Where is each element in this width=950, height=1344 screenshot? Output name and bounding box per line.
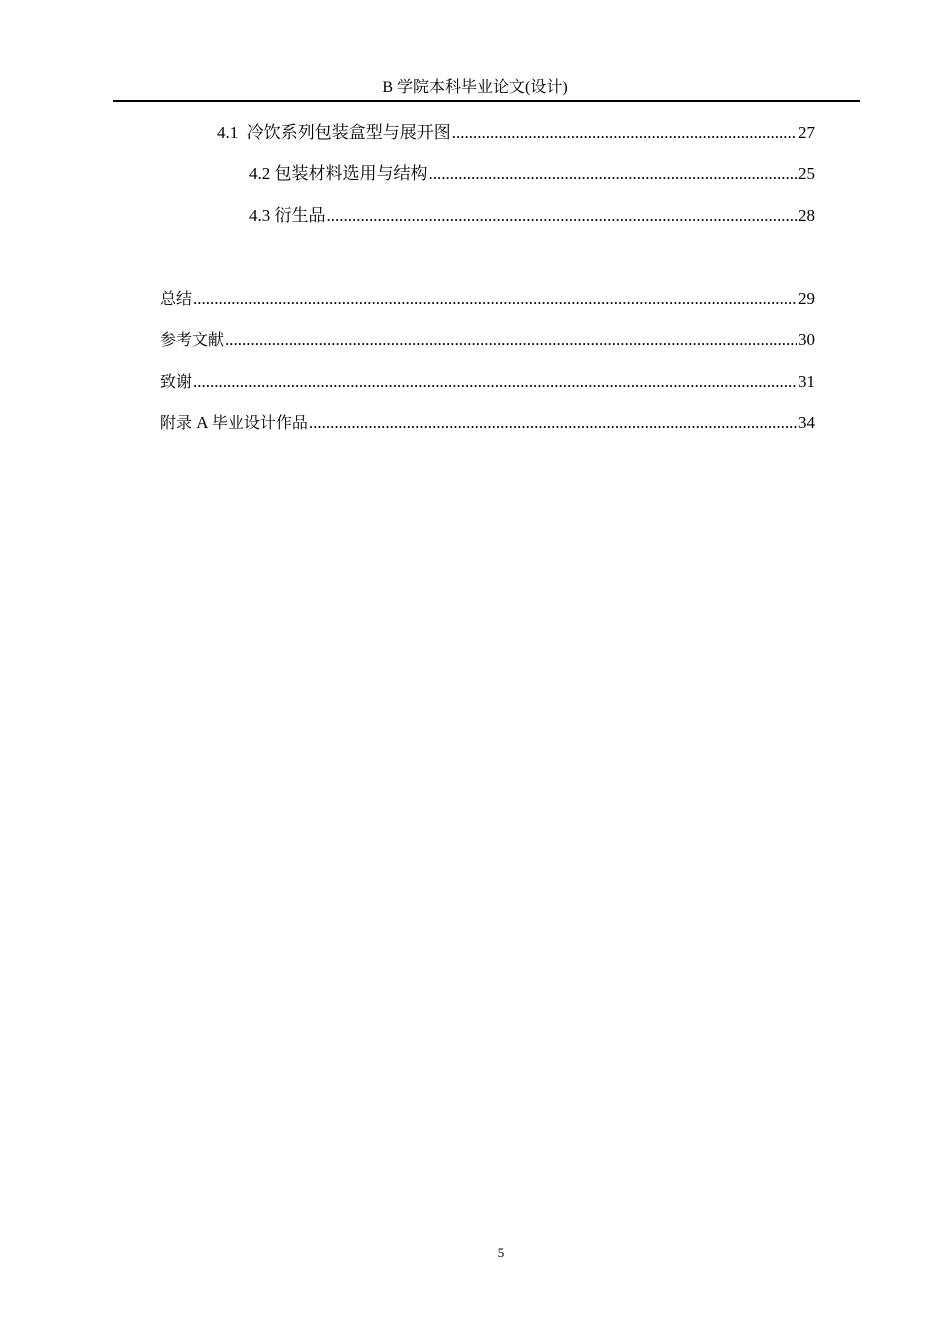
toc-entry-page: 28: [798, 206, 815, 225]
toc-entry-label: 4.3 衍生品: [249, 206, 326, 225]
toc-dot-leader: [452, 122, 797, 144]
toc-entry-label: 4.1 冷饮系列包装盒型与展开图: [217, 123, 451, 142]
toc-dot-leader: [429, 163, 798, 185]
toc-label-prefix: 附录: [160, 413, 193, 432]
toc-entry-4-1[interactable]: [217, 122, 815, 144]
toc-entry-label: 总结: [160, 289, 193, 308]
page-header-title: B 学院本科毕业论文(设计): [382, 79, 568, 96]
toc-dot-leader: [193, 288, 797, 310]
toc-dot-leader: [327, 205, 798, 227]
header-divider: [113, 100, 860, 102]
toc-entry-page: 31: [798, 372, 815, 391]
toc-entry-page: 34: [798, 413, 815, 432]
toc-label-latin: A: [192, 413, 212, 432]
toc-dot-leader: [309, 412, 797, 434]
toc-dot-leader: [225, 329, 797, 351]
page-number: 5: [497, 1245, 505, 1260]
toc-entry-4-2[interactable]: [249, 163, 815, 185]
toc-entry-label: 致谢: [160, 372, 193, 391]
toc-entry-acknowledgements[interactable]: [160, 371, 815, 393]
toc-entry-references[interactable]: [160, 329, 815, 351]
toc-dot-leader: [193, 371, 797, 393]
toc-entry-4-3[interactable]: [249, 205, 815, 227]
toc-entry-label: 参考文献: [160, 330, 225, 349]
toc-entry-summary[interactable]: [160, 288, 815, 310]
toc-entry-label: [160, 412, 308, 434]
toc-entry-page: 27: [798, 123, 815, 142]
toc-label-suffix: 毕业设计作品: [211, 413, 308, 432]
toc-entry-page: 29: [798, 289, 815, 308]
toc-entry-label: 4.2 包装材料选用与结构: [249, 164, 428, 183]
toc-entry-page: 30: [798, 330, 815, 349]
toc-entry-page: 25: [798, 164, 815, 183]
toc-entry-appendix-a[interactable]: [160, 412, 815, 434]
